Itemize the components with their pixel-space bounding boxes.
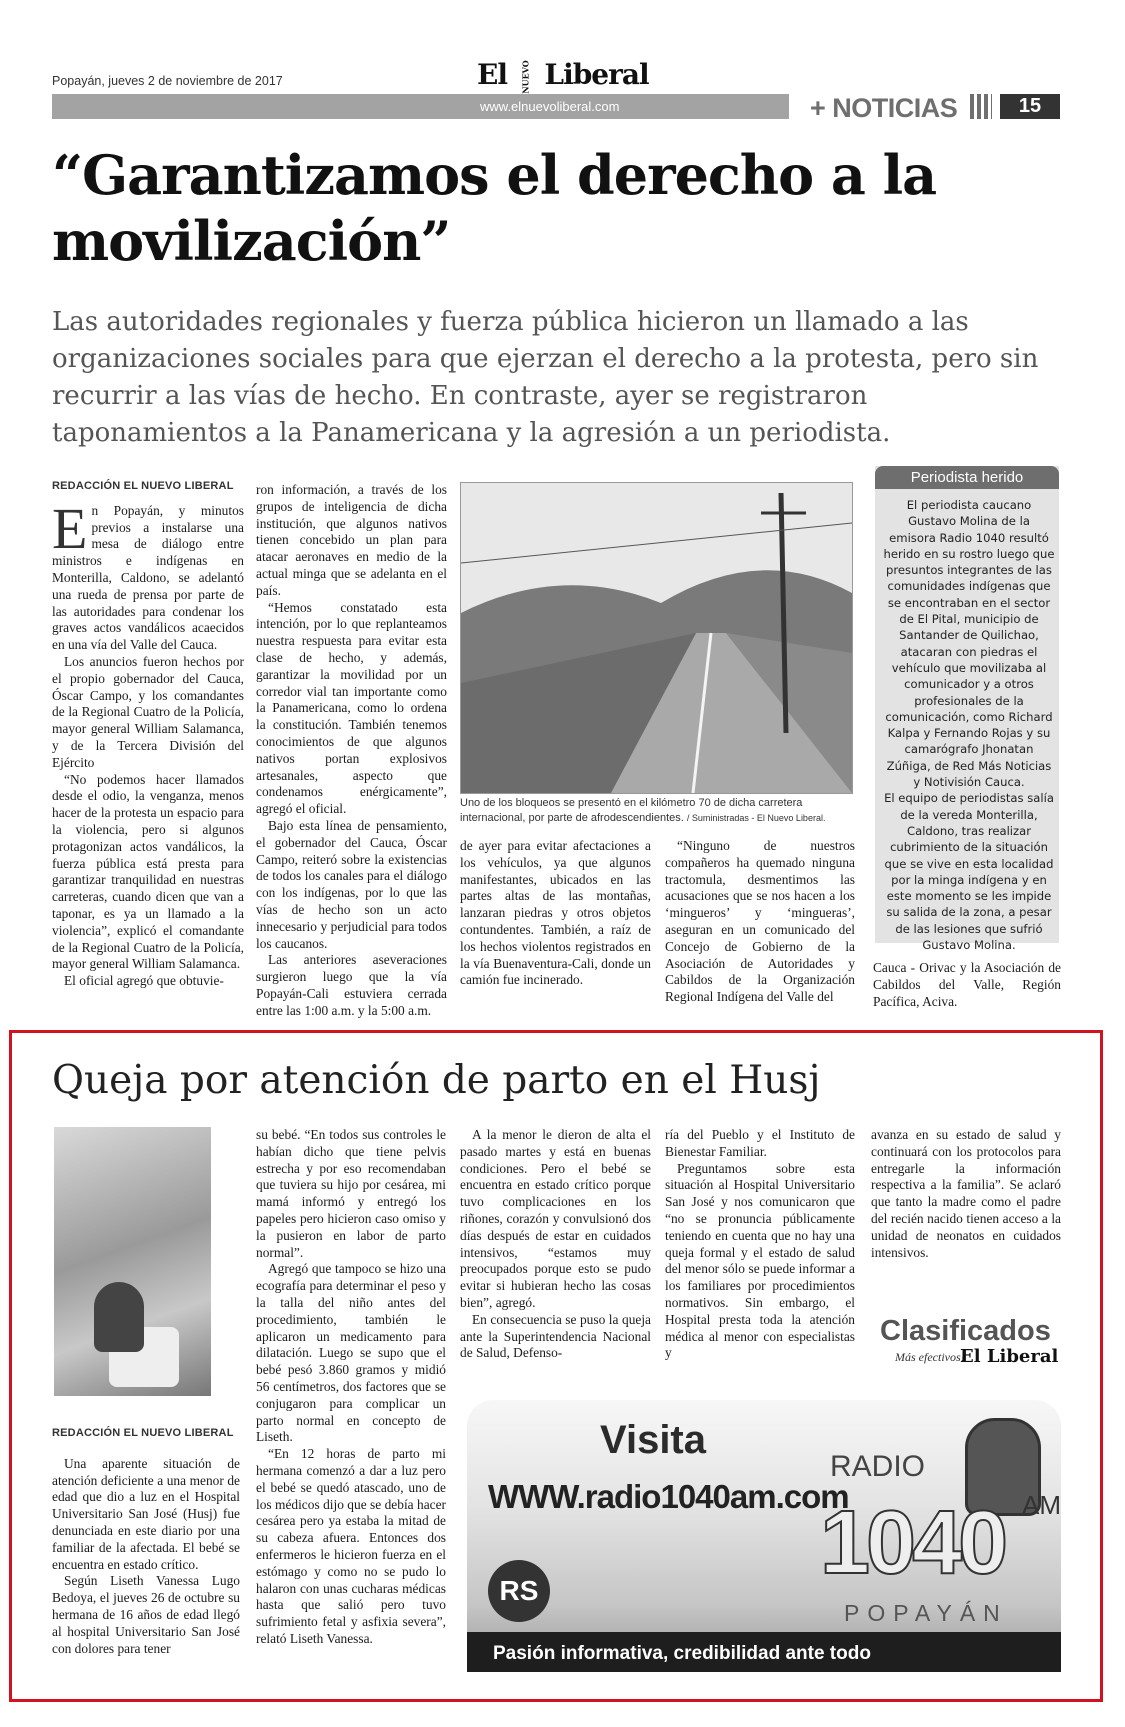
paragraph: Las anteriores aseveraciones surgieron luego que la vía Popayán-Cali estuviera cerrada entre las 1:00 a.m. y la 5:00 a.m. bbox=[256, 952, 447, 1018]
paragraph: n Popayán, y minutos previos a instalarse una mesa de diálogo entre ministros e indígenas en Monterilla, Caldono, se adelantó una rueda de prensa por parte de las autoridades para condenar los graves actos vandálicos acaecidos en una vía del Valle del Cauca. bbox=[52, 502, 244, 653]
section-label: + NOTICIAS bbox=[810, 93, 958, 123]
ad-am-label: AM bbox=[1022, 1490, 1061, 1520]
paragraph: Cauca - Orivac y la Asociación de Cabildos del Valle, Región Pacífica, Aciva. bbox=[873, 960, 1061, 1009]
ad-city: POPAYÁN bbox=[844, 1600, 1008, 1626]
paragraph: Los anuncios fueron hechos por el propio gobernador del Cauca, Óscar Campo, y los comandantes de la Regional Cuatro de la Policía, mayor general William Salamanca, y de la Tercera División del Ejército bbox=[52, 653, 244, 770]
hospital-photo bbox=[54, 1127, 211, 1396]
paragraph: ron información, a través de los grupos de inteligencia de dicha institución, que algunos nativos tienen concebido un plan para atacar aeronaves en medio de la actual minga que se adelanta en el país. bbox=[256, 482, 447, 598]
paragraph: A la menor le dieron de alta el pasado martes y está en buenas condiciones. Pero el bebé se encuentra en estado crítico porque tuvo complicaciones en los riñones, corazón y convulsionó dos días después de estar en cuidados intensivos, “estamos muy preocupados porque esto se pudo evitar si hubieran hecho las cosas bien”, agregó. bbox=[460, 1127, 651, 1310]
caption-text: Uno de los bloqueos se presentó en el kilómetro 70 de dicha carretera internacional, por parte de afrodescendientes. bbox=[460, 797, 803, 824]
paragraph: Bajo esta línea de pensamiento, el gobernador del Cauca, Óscar Campo, reiteró sobre la existencias de todos los canales para el diálogo con los indígenas, por lo que las vías de hecho son un acto innecesario y perjudicial para todos los caucanos. bbox=[256, 817, 447, 951]
logo-el: El bbox=[477, 58, 507, 91]
rs-logo-icon: RS bbox=[488, 1560, 550, 1622]
sidebar-paragraph: El equipo de periodistas salía de la vereda Monterilla, Caldono, tras realizar cubrimiento de la situación que se vive en esta localidad por la minga indígena y en este momento se les impide su salida de la zona, a pesar de las lesiones que sufrió Gustavo Molina. bbox=[884, 791, 1054, 953]
second-column-2 bbox=[256, 1127, 446, 1648]
second-column-3 bbox=[460, 1127, 651, 1362]
second-headline: Queja por atención de parto en el Husj bbox=[52, 1058, 821, 1103]
masthead-logo bbox=[477, 58, 649, 94]
classifieds-title[interactable]: Clasificados bbox=[880, 1315, 1051, 1347]
road-scene-illustration bbox=[461, 483, 852, 793]
photo-credit: / Suministradas - El Nuevo Liberal. bbox=[686, 813, 826, 823]
paragraph: Agregó que tampoco se hizo una ecografía para determinar el peso y la talla del niño antes del procedimiento, también le aplicaron un medicamento para dilatación. Luego se supo que el bebé pesó 3.860 gramos y midió 56 centímetros, dos factores que se conjugaron para complicar un parto normal en concepto de Liseth. bbox=[256, 1261, 446, 1445]
main-dek: Las autoridades regionales y fuerza pública hicieron un llamado a las organizaciones sociales para que ejerzan el derecho a la protesta, pero sin recurrir a las vías de hecho. En contraste, ayer se registraron taponamientos a la Panamericana y la agresión a un periodista. bbox=[52, 307, 1039, 448]
paragraph: En consecuencia se puso la queja ante la Superintendencia Nacional de Salud, Defenso- bbox=[460, 1311, 651, 1361]
photo-caption bbox=[460, 796, 855, 826]
header-bar bbox=[52, 94, 789, 119]
ad-website[interactable]: WWW.radio1040am.com bbox=[488, 1478, 849, 1515]
sidebar-paragraph: El periodista caucano Gustavo Molina de la emisora Radio 1040 resultó herido en su rostro luego que presuntos integrantes de las comunidades indígenas que se encontraban en el sector de El Pital, municipio de Santander de Quilichao, atacaran con piedras el vehículo que movilizaba al comunicador y a otros profesionales de la comunicación, como Richard Kalpa y Fernando Rojas y su camarógrafo Jhonatan Zúñiga, de Red Más Noticias y Notivisión Cauca. bbox=[883, 498, 1055, 790]
paragraph: avanza en su estado de salud y continuará con los protocolos para entregarle la información respectiva a la familia”. Se aclaró que tanto la madre como el padre del recién nacido tienen acceso a la unidad de neonatos en cuidados intensivos. bbox=[871, 1127, 1061, 1260]
paragraph: “No podemos hacer llamados desde el odio, la venganza, menos hacer de la protesta un espacio para la violencia, pero si algunos protagonizan actos vandálicos, la fuerza pública está presta para garantizar tranquilidad en nuestras carreteras, cuando dicen que van a taponar, es ya un llamado a la violencia”, explicó el comandante de la Regional Cuatro de la Policía, mayor general William Salamanca. bbox=[52, 771, 244, 972]
paragraph: Preguntamos sobre esta situación al Hospital Universitario San José y nos comunicaron que “no se pronuncia públicamente teniendo en cuenta que no hay una queja formal y el estado de salud del menor sólo se puede informar a los familiares por procedimientos normativos. Sin embargo, el Hospital presta toda la atención médica al menor con especialistas y bbox=[665, 1160, 855, 1361]
paragraph: de ayer para evitar afectaciones a los vehículos, ya que algunos manifestantes, ubicados en las partes altas de las montañas, lanzaran piedras y otros objetos contundentes. También, a raíz de los hechos violentos registrados en la vía Buenaventura-Cali, donde un camión fue incinerado. bbox=[460, 838, 651, 988]
main-column-1 bbox=[52, 478, 244, 990]
ad-visita-text: Visita bbox=[600, 1418, 706, 1462]
paragraph: “Ninguno de nuestros compañeros ha quemado ninguna tractomula, desmentimos las acusaciones que se nos hacen a los ‘mingueros’ y ‘mingueras’, aseguran en un comunicado del Concejo de Gobierno de la Asociación de Autoridades y Cabildos de la Organización Regional Indígena del Valle del bbox=[665, 838, 855, 1005]
section-stripes bbox=[970, 94, 992, 119]
main-headline: “Garantizamos el derecho a la movilización” bbox=[52, 143, 937, 273]
mother-figure bbox=[94, 1282, 144, 1352]
sidebar-title: Periodista herido bbox=[875, 466, 1059, 489]
drop-cap: E bbox=[52, 495, 88, 561]
second-column-1 bbox=[52, 1425, 240, 1657]
main-column-5 bbox=[873, 960, 1061, 1010]
ad-frequency: 1040 bbox=[820, 1493, 1005, 1593]
main-column-4 bbox=[665, 838, 855, 1006]
main-byline: REDACCIÓN EL NUEVO LIBERAL bbox=[52, 480, 234, 492]
paragraph: ría del Pueblo y el Instituto de Bienestar Familiar. bbox=[665, 1127, 855, 1159]
paragraph: El oficial agregó que obtuvie- bbox=[64, 973, 224, 989]
paragraph: Según Liseth Vanessa Lugo Bedoya, el jueves 26 de octubre su hermana de 16 años de edad llegó al hospital Universitario San José con dolores para tener bbox=[52, 1573, 240, 1656]
classifieds-logo: El Liberal bbox=[960, 1346, 1059, 1367]
paragraph: “En 12 horas de parto mi hermana comenzó a dar a luz pero el bebé se quedó atascado, uno de los médicos dijo que se debía hacer cesárea pero ya estaba la mitad de su cabeza afuera. Entonces dos enfermeros le hicieron fuerza en el estómago y como no se pudo lo halaron con unas cucharas médicas hasta que salió pero tuvo sufrimiento fetal y asfixia severa”, relató Liseth Vanessa. bbox=[256, 1446, 446, 1646]
sidebar-body bbox=[883, 497, 1055, 953]
paragraph: “Hemos constatado esta intención, por lo que replanteamos nuestra respuesta para evitar esta clase de hecho, y además, garantizar la movilidad por un corredor vial tan importante como la Panamericana, como lo ordena la constitución. También tenemos conocimientos de que algunos nativos portan explosivos artesanales, aspecto que condenamos enérgicamente”, agregó el oficial. bbox=[256, 599, 447, 817]
site-url[interactable]: www.elnuevoliberal.com bbox=[480, 99, 620, 114]
second-column-4 bbox=[665, 1127, 855, 1362]
classifieds-tagline: Más efectivos! bbox=[895, 1350, 965, 1364]
ad-slogan: Pasión informativa, credibilidad ante todo bbox=[493, 1643, 871, 1664]
ad-radio-label: RADIO bbox=[830, 1450, 926, 1483]
page-number: 15 bbox=[1000, 94, 1060, 119]
logo-liberal: Liberal bbox=[544, 58, 649, 91]
road-blockade-photo bbox=[460, 482, 853, 794]
issue-date: Popayán, jueves 2 de noviembre de 2017 bbox=[52, 74, 283, 88]
second-byline: REDACCIÓN EL NUEVO LIBERAL bbox=[52, 1427, 234, 1439]
logo-nuevo: NUEVO bbox=[520, 59, 531, 94]
main-column-3 bbox=[460, 838, 651, 989]
main-column-2 bbox=[256, 482, 447, 1020]
second-column-5 bbox=[871, 1127, 1061, 1261]
paragraph: Una aparente situación de atención deficiente a una menor de edad que dio a luz en el Hospital Universitario San José (Husj) fue denunciada en este diario por una familiar de la afectada. El bebé se encuentra en estado crítico. bbox=[52, 1455, 240, 1572]
paragraph: su bebé. “En todos sus controles le habían dicho que tiene pelvis estrecha y por eso recomendaban que tuviera su hijo por cesárea, mi mamá informó y entregó los papeles pero hicieron caso omiso y la pusieron en labor de parto normal”. bbox=[256, 1127, 446, 1260]
